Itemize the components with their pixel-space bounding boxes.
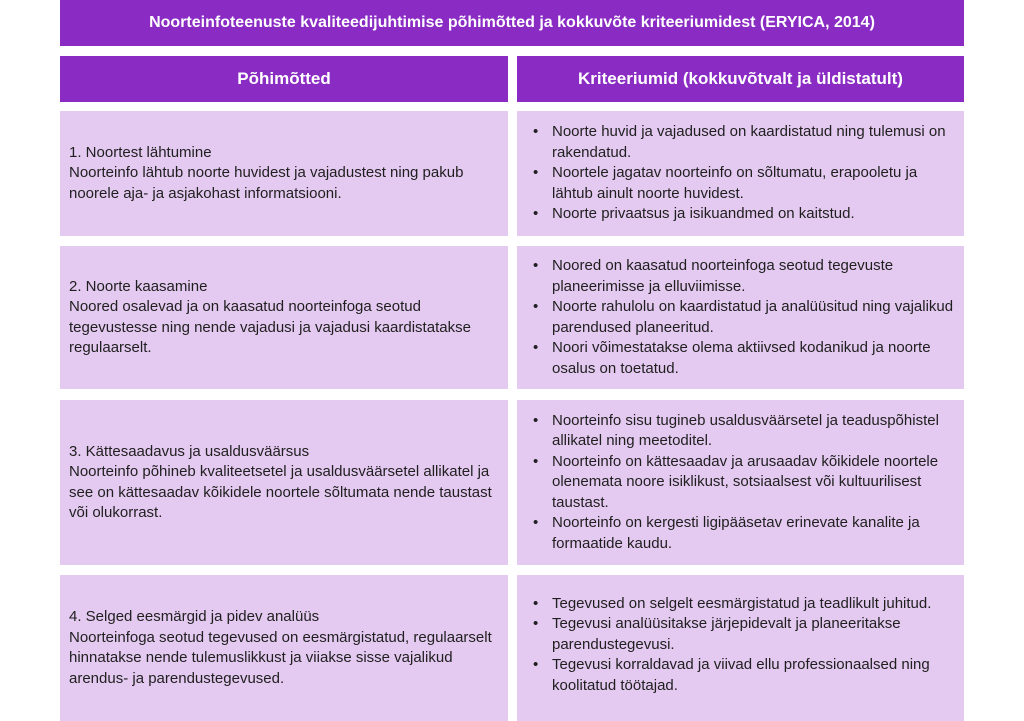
- principle-description: Noored osalevad ja on kaasatud noorteinfoga seotud tegevustesse ning nende vajadusi ja vajadusi kaardistatakse regulaarselt.: [69, 298, 471, 356]
- criteria-item: • Noorteinfo on kättesaadav ja arusaadav kõikidele noortele olenemata noore isiklikust, sotsiaalsest või kultuurilisest taustast.: [552, 452, 954, 514]
- principle-title: 1. Noortest lähtumine: [69, 143, 212, 161]
- criteria-item: • Noored on kaasatud noorteinfoga seotud tegevuste planeerimisse ja elluviimisse.: [552, 256, 954, 297]
- principle-description: Noorteinfo põhineb kvaliteetsetel ja usaldusväärsetel allikatel ja see on kättesaadav kõikidele noortele sõltumata nende taustast või olukorrast.: [69, 463, 492, 521]
- criteria-cell: [517, 575, 964, 721]
- criteria-cell: [517, 400, 964, 565]
- criteria-item: • Noorte huvid ja vajadused on kaardistatud ning tulemusi on rakendatud.: [552, 122, 954, 163]
- principle-title: 4. Selged eesmärgid ja pidev analüüs: [69, 608, 320, 625]
- principle-cell: [60, 575, 508, 721]
- header-principles: Põhimõtted: [60, 56, 508, 102]
- principle-cell: [60, 246, 508, 389]
- criteria-item: • Noorte rahulolu on kaardistatud ja analüüsitud ning vajalikud parendused planeeritud.: [552, 297, 954, 338]
- principle-title: 3. Kättesaadavus ja usaldusväärsus: [69, 442, 310, 460]
- table-title: Noorteinfoteenuste kvaliteedijuhtimise põhimõtted ja kokkuvõte kriteeriumidest (ERYICA, 2014): [60, 0, 964, 46]
- criteria-list: [531, 122, 954, 225]
- criteria-item: • Tegevusi korraldavad ja viivad ellu professionaalsed ning koolitatud töötajad.: [552, 655, 954, 696]
- principle-cell: [60, 400, 508, 565]
- criteria-list: [531, 256, 954, 379]
- criteria-item: • Tegevused on selgelt eesmärgistatud ja teadlikult juhitud.: [552, 594, 954, 615]
- criteria-item: • Noorteinfo sisu tugineb usaldusväärsetel ja teaduspõhistel allikatel ning meetoditel.: [552, 411, 954, 452]
- criteria-item: • Noorteinfo on kergesti ligipääsetav erinevate kanalite ja formaatide kaudu.: [552, 513, 954, 554]
- criteria-cell: [517, 111, 964, 236]
- principle-description: Noorteinfo lähtub noorte huvidest ja vajadustest ning pakub noorele aja- ja asjakohast informatsiooni.: [69, 164, 464, 202]
- criteria-item: • Noori võimestatakse olema aktiivsed kodanikud ja noorte osalus on toetatud.: [552, 338, 954, 379]
- header-criteria: Kriteeriumid (kokkuvõtvalt ja üldistatult): [517, 56, 964, 102]
- principle-description: Noorteinfoga seotud tegevused on eesmärgistatud, regulaarselt hinnatakse nende tulemuslikkust ja viiakse sisse vajalikud arendus- ja parendustegevused.: [69, 628, 492, 687]
- criteria-item: • Noorte privaatsus ja isikuandmed on kaitstud.: [552, 204, 954, 225]
- criteria-list: [531, 411, 954, 555]
- criteria-list: [531, 594, 954, 703]
- criteria-item: • Tegevusi analüüsitakse järjepidevalt ja planeeritakse parendustegevusi.: [552, 614, 954, 655]
- principle-title: 2. Noorte kaasamine: [69, 277, 208, 295]
- criteria-cell: [517, 246, 964, 389]
- criteria-item: • Noortele jagatav noorteinfo on sõltumatu, erapooletu ja lähtub ainult noorte huvidest.: [552, 163, 954, 204]
- principle-cell: [60, 111, 508, 236]
